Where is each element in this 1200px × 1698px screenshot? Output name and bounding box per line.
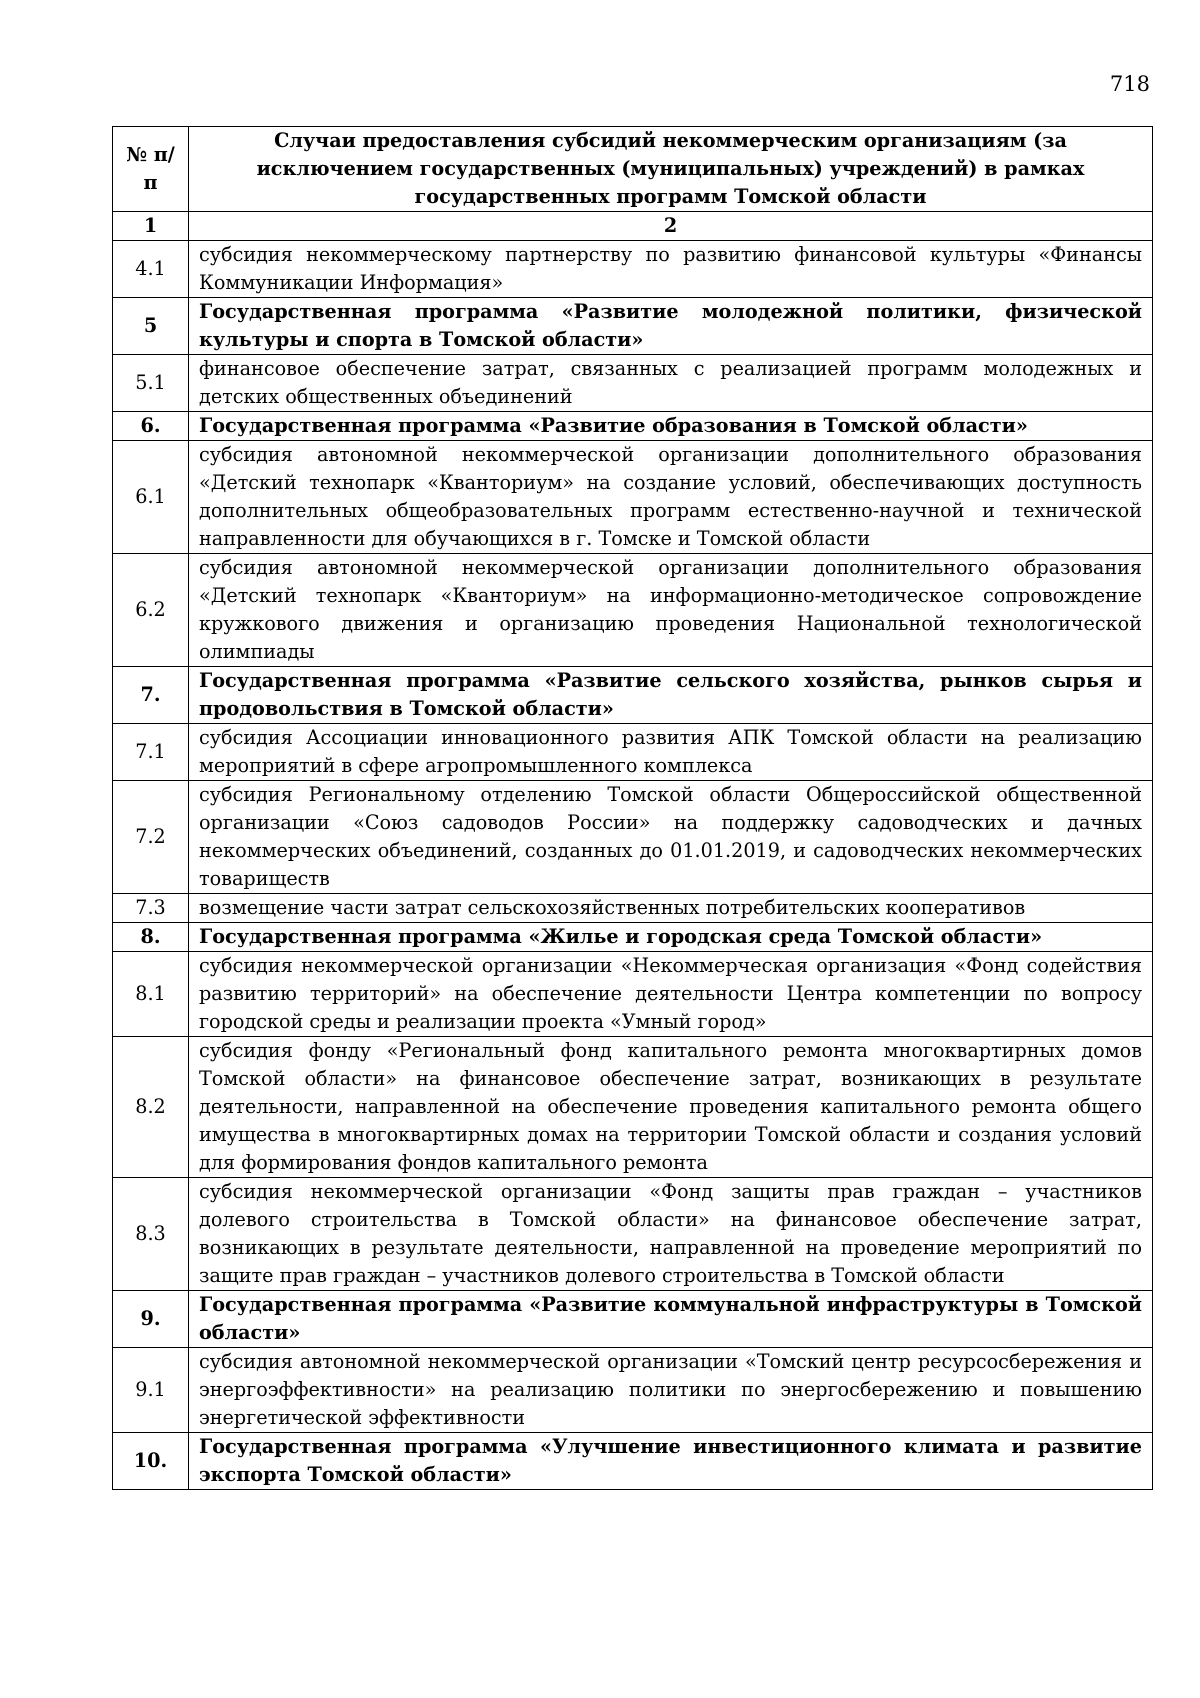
program-row <box>113 667 1153 724</box>
row-number-cell: 7.1 <box>113 724 189 781</box>
table-row <box>113 1178 1153 1291</box>
subsidy-description-cell: субсидия фонду «Региональный фонд капитального ремонта многоквартирных домов Томской области» на финансовое обеспечение затрат, возникающих в результате деятельности, направленной на обеспечение проведения капитального ремонта общего имущества в многоквартирных домах на территории Томской области и создания условий для формирования фондов капитального ремонта <box>189 1037 1153 1178</box>
subsidy-description-cell: финансовое обеспечение затрат, связанных с реализацией программ молодежных и детских общественных объединений <box>189 355 1153 412</box>
row-number-cell: 7.3 <box>113 894 189 923</box>
table-header-row <box>113 127 1153 212</box>
subsidy-description-cell: субсидия автономной некоммерческой организации «Томский центр ресурсосбережения и энергоэффективности» на реализацию политики по энергосбережению и повышению энергетической эффективности <box>189 1348 1153 1433</box>
page-number: 718 <box>1109 72 1150 96</box>
row-number-cell: 7.2 <box>113 781 189 894</box>
program-row <box>113 923 1153 952</box>
program-title-cell: Государственная программа «Улучшение инвестиционного климата и развитие экспорта Томской области» <box>189 1433 1153 1490</box>
header-title-cell: Случаи предоставления субсидий некоммерческим организациям (за исключением государственных (муниципальных) учреждений) в рамках государственных программ Томской области <box>189 127 1153 212</box>
subsidy-description-cell: субсидия Ассоциации инновационного развития АПК Томской области на реализацию мероприятий в сфере агропромышленного комплекса <box>189 724 1153 781</box>
table-row <box>113 724 1153 781</box>
program-title-cell: Государственная программа «Развитие образования в Томской области» <box>189 412 1153 441</box>
row-number-cell: 6. <box>113 412 189 441</box>
row-number-cell: 10. <box>113 1433 189 1490</box>
row-number-cell: 6.2 <box>113 554 189 667</box>
subsidy-description-cell: субсидия некоммерческой организации «Фонд защиты прав граждан – участников долевого строительства в Томской области» на финансовое обеспечение затрат, возникающих в результате деятельности, направленной на проведение мероприятий по защите прав граждан – участников долевого строительства в Томской области <box>189 1178 1153 1291</box>
row-number-cell: 6.1 <box>113 441 189 554</box>
row-number-cell: 9. <box>113 1291 189 1348</box>
row-number-cell: 5.1 <box>113 355 189 412</box>
row-number-cell: 8.3 <box>113 1178 189 1291</box>
table-row <box>113 241 1153 298</box>
program-title-cell: Государственная программа «Жилье и городская среда Томской области» <box>189 923 1153 952</box>
row-number-cell: 4.1 <box>113 241 189 298</box>
row-number-cell: 8.2 <box>113 1037 189 1178</box>
column-number-2: 2 <box>189 212 1153 241</box>
program-row <box>113 1433 1153 1490</box>
table-row <box>113 355 1153 412</box>
subsidy-description-cell: возмещение части затрат сельскохозяйственных потребительских кооперативов <box>189 894 1153 923</box>
program-row <box>113 1291 1153 1348</box>
subsidy-description-cell: субсидия некоммерческому партнерству по развитию финансовой культуры «Финансы Коммуникации Информация» <box>189 241 1153 298</box>
table-row <box>113 952 1153 1037</box>
row-number-cell: 7. <box>113 667 189 724</box>
table-row <box>113 781 1153 894</box>
table-row <box>113 554 1153 667</box>
program-row <box>113 412 1153 441</box>
subsidy-description-cell: субсидия Региональному отделению Томской области Общероссийской общественной организации «Союз садоводов России» на поддержку садоводческих и дачных некоммерческих объединений, созданных до 01.01.2019, и садоводческих некоммерческих товариществ <box>189 781 1153 894</box>
row-number-cell: 8. <box>113 923 189 952</box>
column-number-row <box>113 212 1153 241</box>
table-row <box>113 894 1153 923</box>
subsidy-description-cell: субсидия автономной некоммерческой организации дополнительного образования «Детский технопарк «Кванториум» на создание условий, обеспечивающих доступность дополнительных общеобразовательных программ естественно-научной и технической направленности для обучающихся в г. Томске и Томской области <box>189 441 1153 554</box>
column-number-1: 1 <box>113 212 189 241</box>
row-number-cell: 9.1 <box>113 1348 189 1433</box>
row-number-cell: 8.1 <box>113 952 189 1037</box>
program-title-cell: Государственная программа «Развитие сельского хозяйства, рынков сырья и продовольствия в Томской области» <box>189 667 1153 724</box>
program-title-cell: Государственная программа «Развитие коммунальной инфраструктуры в Томской области» <box>189 1291 1153 1348</box>
row-number-cell: 5 <box>113 298 189 355</box>
program-row <box>113 298 1153 355</box>
table-row <box>113 1348 1153 1433</box>
table-row <box>113 441 1153 554</box>
table-body <box>113 127 1153 1490</box>
header-num-cell: № п/п <box>113 127 189 212</box>
table-row <box>113 1037 1153 1178</box>
program-title-cell: Государственная программа «Развитие молодежной политики, физической культуры и спорта в Томской области» <box>189 298 1153 355</box>
subsidy-description-cell: субсидия некоммерческой организации «Некоммерческая организация «Фонд содействия развитию территорий» на обеспечение деятельности Центра компетенции по вопросу городской среды и реализации проекта «Умный город» <box>189 952 1153 1037</box>
subsidy-description-cell: субсидия автономной некоммерческой организации дополнительного образования «Детский технопарк «Кванториум» на информационно-методическое сопровождение кружкового движения и организацию проведения Национальной технологической олимпиады <box>189 554 1153 667</box>
subsidy-table <box>112 126 1153 1490</box>
